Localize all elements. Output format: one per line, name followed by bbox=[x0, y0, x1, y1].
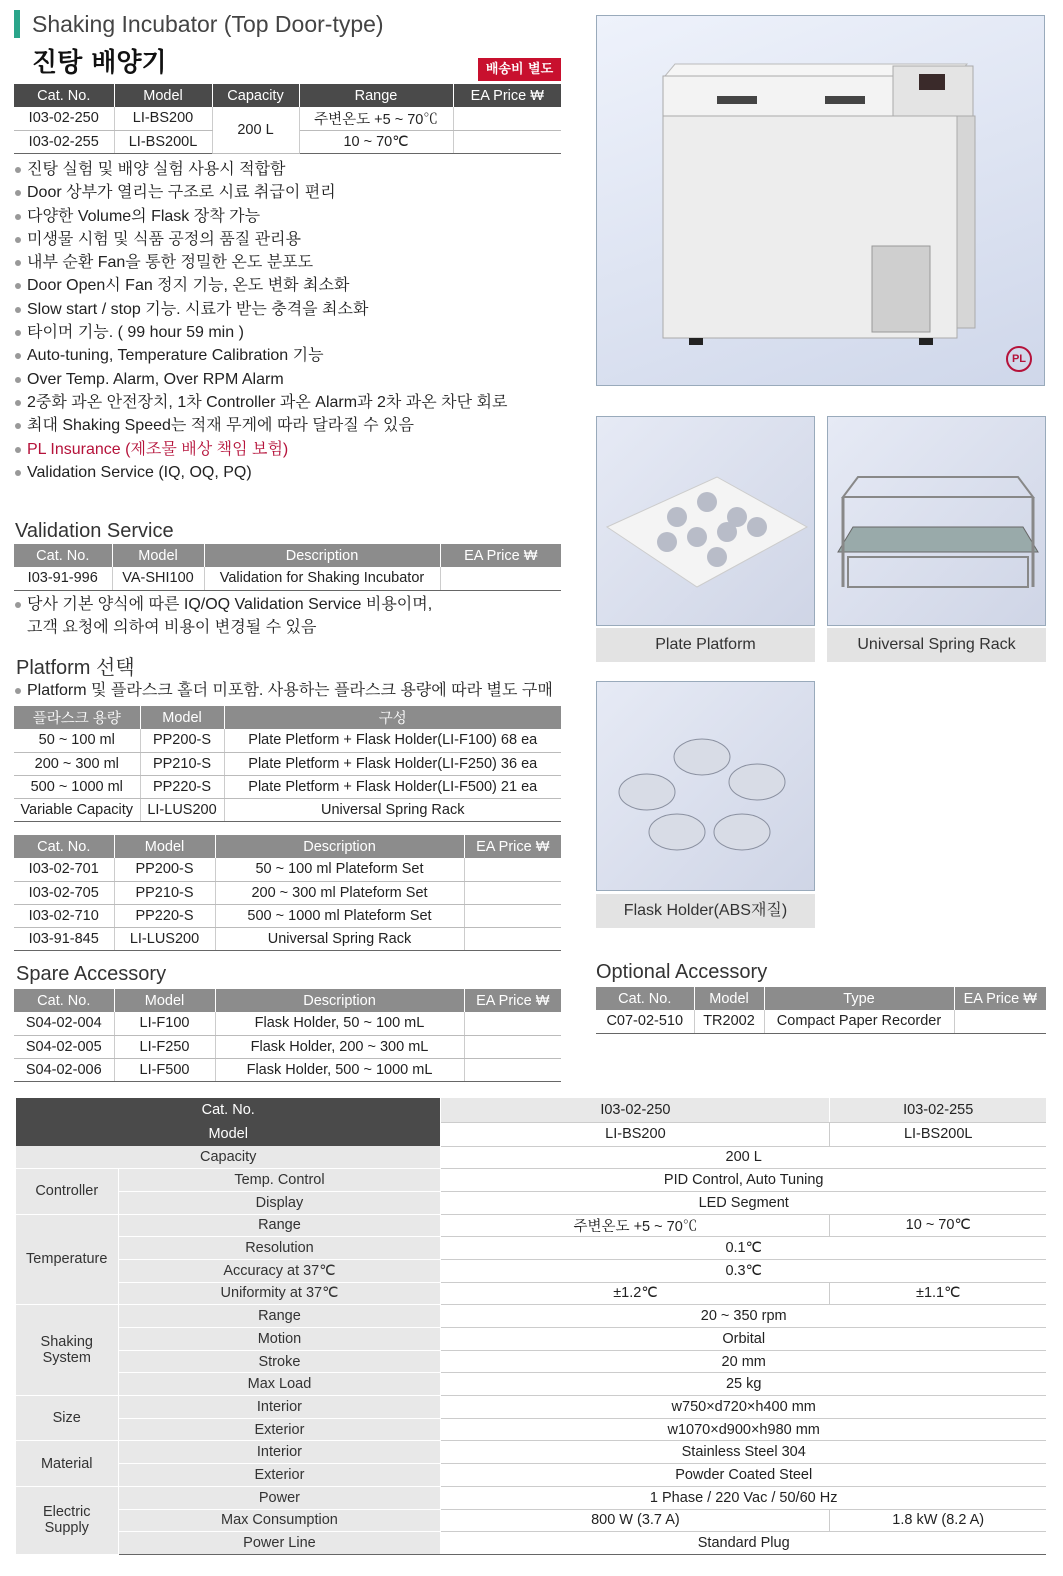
cell: Flask Holder, 200 ~ 300 mL bbox=[215, 1035, 464, 1058]
list-item: Door Open시 Fan 정지 기능, 온도 변화 최소화 bbox=[14, 274, 507, 297]
cell: TR2002 bbox=[694, 1010, 764, 1033]
spec-group: Material bbox=[16, 1441, 118, 1486]
spec-header: Model bbox=[16, 1122, 441, 1146]
table-row bbox=[14, 729, 561, 752]
cell: ±1.1℃ bbox=[830, 1282, 1046, 1305]
spec-label: Motion bbox=[118, 1328, 441, 1351]
spare-table bbox=[14, 989, 561, 1082]
col-header: Cat. No. bbox=[14, 544, 112, 567]
cell: Plate Pletform + Flask Holder(LI-F100) 68 ea bbox=[224, 729, 561, 752]
list-item: Validation Service (IQ, OQ, PQ) bbox=[14, 461, 507, 484]
table-row bbox=[14, 775, 561, 798]
list-item: 내부 순환 Fan을 통한 정밀한 온도 분포도 bbox=[14, 251, 507, 274]
spec-label: Range bbox=[118, 1214, 441, 1237]
col-header: Description bbox=[204, 544, 440, 567]
cell: 50 ~ 100 ml bbox=[14, 729, 140, 752]
col-header: Cat. No. bbox=[14, 835, 114, 858]
cell: S04-02-004 bbox=[14, 1012, 114, 1035]
col-header: Description bbox=[215, 989, 464, 1012]
cell: LI-F500 bbox=[114, 1058, 215, 1081]
spec-group: Temperature bbox=[16, 1214, 118, 1305]
section-title: Platform 선택 bbox=[16, 657, 135, 679]
group-line: Electric bbox=[42, 1504, 91, 1521]
spec-label: Stroke bbox=[118, 1350, 441, 1373]
group-line: System bbox=[42, 1350, 91, 1367]
spring-rack-caption: Universal Spring Rack bbox=[827, 628, 1046, 662]
table-row bbox=[14, 752, 561, 775]
spec-label: Power bbox=[118, 1486, 441, 1509]
list-item: Slow start / stop 기능. 시료가 받는 충격을 최소화 bbox=[14, 298, 507, 321]
cell: LI-BS200L bbox=[114, 130, 212, 153]
col-header: EA Price ₩ bbox=[453, 84, 561, 107]
col-header: Capacity bbox=[212, 84, 299, 107]
cell: S04-02-005 bbox=[14, 1035, 114, 1058]
table-row bbox=[596, 1010, 1046, 1033]
col-header: Model bbox=[114, 835, 215, 858]
cell: LI-F250 bbox=[114, 1035, 215, 1058]
cell: LED Segment bbox=[441, 1191, 1046, 1214]
list-item: 진탕 실험 및 배양 실험 사용시 적합함 bbox=[14, 158, 507, 181]
col-header: Model bbox=[112, 544, 204, 567]
list-item: PL Insurance (제조물 배상 책임 보험) bbox=[14, 438, 507, 461]
cell: 200 L bbox=[212, 107, 299, 153]
note-line: 당사 기본 양식에 따른 IQ/OQ Validation Service 비용이며, bbox=[27, 596, 433, 613]
list-item: 최대 Shaking Speed는 적재 무게에 따라 달라질 수 있음 bbox=[14, 414, 507, 437]
spec-label: Range bbox=[118, 1305, 441, 1328]
spec-label: Max Consumption bbox=[118, 1509, 441, 1532]
cell: I03-02-250 bbox=[14, 107, 114, 130]
cell: I03-91-845 bbox=[14, 927, 114, 950]
spec-header: Cat. No. bbox=[16, 1098, 441, 1122]
cell bbox=[453, 130, 561, 153]
group-line: Supply bbox=[44, 1520, 89, 1537]
cell: Universal Spring Rack bbox=[215, 927, 464, 950]
cell: 1.8 kW (8.2 A) bbox=[830, 1509, 1046, 1532]
cell: 500 ~ 1000 ml bbox=[14, 775, 140, 798]
spec-label: Uniformity at 37℃ bbox=[118, 1282, 441, 1305]
cell: 25 kg bbox=[441, 1373, 1046, 1396]
col-header: EA Price ₩ bbox=[464, 989, 561, 1012]
flask-holder-illustration bbox=[597, 682, 814, 890]
platform-price-table bbox=[14, 835, 561, 951]
incubator-photo bbox=[596, 15, 1045, 386]
spec-label: Display bbox=[118, 1191, 441, 1214]
note-line: 고객 요청에 의하여 비용이 변경될 수 있음 bbox=[27, 619, 317, 636]
cell: 200 ~ 300 ml Plateform Set bbox=[215, 881, 464, 904]
plate-platform-photo bbox=[596, 416, 815, 626]
cell: w1070×d900×h980 mm bbox=[441, 1418, 1046, 1441]
table-row bbox=[14, 904, 561, 927]
platform-note bbox=[14, 679, 553, 702]
spec-label: Temp. Control bbox=[118, 1169, 441, 1192]
col-header: 플라스크 용량 bbox=[14, 706, 140, 729]
spring-rack-illustration bbox=[828, 417, 1045, 625]
cell: 500 ~ 1000 ml Plateform Set bbox=[215, 904, 464, 927]
spec-table bbox=[16, 1098, 1046, 1555]
spec-group: Size bbox=[16, 1396, 118, 1441]
cell: VA-SHI100 bbox=[112, 567, 204, 590]
col-header: Model bbox=[114, 989, 215, 1012]
cell: PP210-S bbox=[114, 881, 215, 904]
table-row bbox=[14, 567, 561, 590]
platform-table bbox=[14, 706, 561, 822]
spec-label: Max Load bbox=[118, 1373, 441, 1396]
list-item: 타이머 기능. ( 99 hour 59 min ) bbox=[14, 321, 507, 344]
section-title: Validation Service bbox=[15, 520, 174, 542]
cell bbox=[464, 1035, 561, 1058]
cell: I03-91-996 bbox=[14, 567, 112, 590]
table-row bbox=[14, 798, 561, 821]
plate-platform-caption: Plate Platform bbox=[596, 628, 815, 662]
cell: Orbital bbox=[441, 1328, 1046, 1351]
spec-label: Accuracy at 37℃ bbox=[118, 1259, 441, 1282]
cell: 200 L bbox=[441, 1146, 1046, 1169]
cell bbox=[464, 1012, 561, 1035]
cell: I03-02-255 bbox=[830, 1098, 1046, 1122]
cell: 50 ~ 100 ml Plateform Set bbox=[215, 858, 464, 881]
cell: Compact Paper Recorder bbox=[764, 1010, 954, 1033]
col-header: Model bbox=[140, 706, 224, 729]
cell: LI-F100 bbox=[114, 1012, 215, 1035]
table-row bbox=[14, 881, 561, 904]
section-title: Optional Accessory bbox=[596, 961, 768, 983]
cell: 10 ~ 70℃ bbox=[299, 130, 453, 153]
cell: 1 Phase / 220 Vac / 50/60 Hz bbox=[441, 1486, 1046, 1509]
cell bbox=[464, 858, 561, 881]
cell: I03-02-701 bbox=[14, 858, 114, 881]
spec-label: Exterior bbox=[118, 1418, 441, 1441]
spec-group: Controller bbox=[16, 1169, 118, 1214]
cell: 0.1℃ bbox=[441, 1237, 1046, 1260]
cell: I03-02-255 bbox=[14, 130, 114, 153]
cell: Validation for Shaking Incubator bbox=[204, 567, 440, 590]
list-item: Door 상부가 열리는 구조로 시료 취급이 편리 bbox=[14, 181, 507, 204]
list-item: Auto-tuning, Temperature Calibration 기능 bbox=[14, 344, 507, 367]
cell bbox=[464, 881, 561, 904]
table-row bbox=[14, 107, 561, 130]
cell: I03-02-710 bbox=[14, 904, 114, 927]
col-header: Range bbox=[299, 84, 453, 107]
cell: LI-BS200 bbox=[114, 107, 212, 130]
cell: 10 ~ 70℃ bbox=[830, 1214, 1046, 1237]
list-item: Over Temp. Alarm, Over RPM Alarm bbox=[14, 368, 507, 391]
col-header: EA Price ₩ bbox=[464, 835, 561, 858]
spec-label: Exterior bbox=[118, 1464, 441, 1487]
cell: LI-LUS200 bbox=[114, 927, 215, 950]
col-header: Model bbox=[694, 987, 764, 1010]
spec-label: Power Line bbox=[118, 1532, 441, 1555]
cell bbox=[464, 1058, 561, 1081]
cell: 800 W (3.7 A) bbox=[441, 1509, 830, 1532]
optional-table bbox=[596, 987, 1046, 1034]
cell: PP200-S bbox=[114, 858, 215, 881]
list-item: 2중화 과온 안전장치, 1차 Controller 과온 Alarm과 2차 과온 차단 회로 bbox=[14, 391, 507, 414]
cell: Stainless Steel 304 bbox=[441, 1441, 1046, 1464]
page-title-korean: 진탕 배양기 bbox=[32, 48, 167, 78]
col-header: Description bbox=[215, 835, 464, 858]
cell: PID Control, Auto Tuning bbox=[441, 1169, 1046, 1192]
validation-table bbox=[14, 544, 561, 591]
plate-platform-illustration bbox=[597, 417, 814, 625]
group-line: Shaking bbox=[40, 1334, 93, 1351]
cell: w750×d720×h400 mm bbox=[441, 1396, 1046, 1419]
cell: I03-02-250 bbox=[441, 1098, 830, 1122]
cell: Flask Holder, 500 ~ 1000 mL bbox=[215, 1058, 464, 1081]
feature-list bbox=[14, 158, 507, 484]
spec-group bbox=[16, 1486, 118, 1554]
incubator-illustration bbox=[597, 16, 1044, 385]
col-header: EA Price ₩ bbox=[440, 544, 561, 567]
spec-label: Interior bbox=[118, 1396, 441, 1419]
col-header: Type bbox=[764, 987, 954, 1010]
section-title: Spare Accessory bbox=[16, 963, 167, 985]
cell: S04-02-006 bbox=[14, 1058, 114, 1081]
cell bbox=[954, 1010, 1046, 1033]
cell: LI-LUS200 bbox=[140, 798, 224, 821]
col-header: Cat. No. bbox=[596, 987, 694, 1010]
pl-logo: PL bbox=[1006, 346, 1032, 372]
cell: PP220-S bbox=[140, 775, 224, 798]
cell bbox=[453, 107, 561, 130]
table-row bbox=[14, 927, 561, 950]
table-row bbox=[14, 1058, 561, 1081]
cell: Universal Spring Rack bbox=[224, 798, 561, 821]
cell: LI-BS200L bbox=[830, 1122, 1046, 1146]
cell: Variable Capacity bbox=[14, 798, 140, 821]
cell: 20 ~ 350 rpm bbox=[441, 1305, 1046, 1328]
cell: C07-02-510 bbox=[596, 1010, 694, 1033]
cell: PP220-S bbox=[114, 904, 215, 927]
list-item: 미생물 시험 및 식품 공정의 품질 관리용 bbox=[14, 228, 507, 251]
col-header: 구성 bbox=[224, 706, 561, 729]
cell: Powder Coated Steel bbox=[441, 1464, 1046, 1487]
col-header: Cat. No. bbox=[14, 84, 114, 107]
cell: Plate Pletform + Flask Holder(LI-F500) 21 ea bbox=[224, 775, 561, 798]
cell: 0.3℃ bbox=[441, 1259, 1046, 1282]
cell bbox=[464, 927, 561, 950]
cell: Flask Holder, 50 ~ 100 mL bbox=[215, 1012, 464, 1035]
cell bbox=[440, 567, 561, 590]
cell: 주변온도 +5 ~ 70℃ bbox=[299, 107, 453, 130]
page-title: Shaking Incubator (Top Door-type) bbox=[14, 10, 384, 38]
flask-holder-caption: Flask Holder(ABS재질) bbox=[596, 894, 815, 928]
cell bbox=[464, 904, 561, 927]
cell: PP210-S bbox=[140, 752, 224, 775]
col-header: Model bbox=[114, 84, 212, 107]
validation-note bbox=[14, 593, 432, 639]
spec-label: Capacity bbox=[16, 1146, 441, 1169]
cell: Standard Plug bbox=[441, 1532, 1046, 1555]
spring-rack-photo bbox=[827, 416, 1046, 626]
flask-holder-photo bbox=[596, 681, 815, 891]
cell: PP200-S bbox=[140, 729, 224, 752]
main-product-table bbox=[14, 84, 561, 154]
cell: LI-BS200 bbox=[441, 1122, 830, 1146]
spec-group bbox=[16, 1305, 118, 1396]
cell: Plate Pletform + Flask Holder(LI-F250) 36 ea bbox=[224, 752, 561, 775]
shipping-badge: 배송비 별도 bbox=[478, 58, 561, 81]
table-row bbox=[14, 858, 561, 881]
cell: 200 ~ 300 ml bbox=[14, 752, 140, 775]
col-header: EA Price ₩ bbox=[954, 987, 1046, 1010]
cell: I03-02-705 bbox=[14, 881, 114, 904]
cell: 주변온도 +5 ~ 70℃ bbox=[441, 1214, 830, 1237]
col-header: Cat. No. bbox=[14, 989, 114, 1012]
spec-label: Resolution bbox=[118, 1237, 441, 1260]
table-row bbox=[14, 1035, 561, 1058]
cell: 20 mm bbox=[441, 1350, 1046, 1373]
note-line: Platform 및 플라스크 홀더 미포함. 사용하는 플라스크 용량에 따라 별도 구매 bbox=[27, 682, 553, 699]
spec-label: Interior bbox=[118, 1441, 441, 1464]
cell: ±1.2℃ bbox=[441, 1282, 830, 1305]
table-row bbox=[14, 1012, 561, 1035]
list-item: 다양한 Volume의 Flask 장착 가능 bbox=[14, 205, 507, 228]
